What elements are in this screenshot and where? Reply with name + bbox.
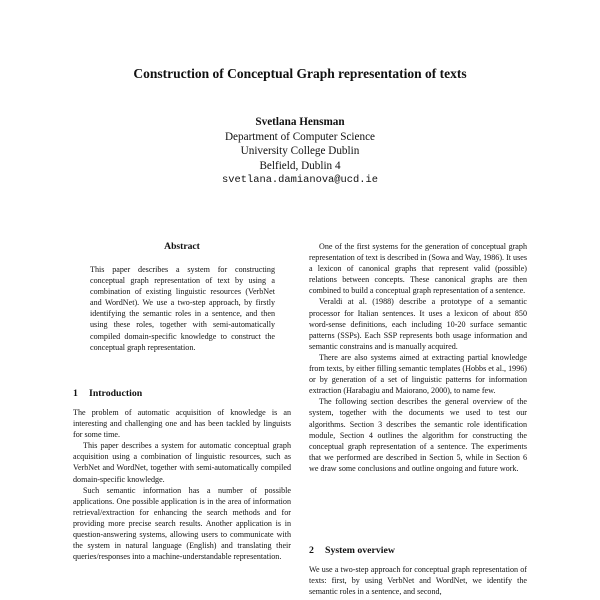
section-1-number: 1 xyxy=(73,388,78,399)
section-1-heading xyxy=(73,388,142,399)
section-2-paragraph: We use a two-step approach for conceptual graph representation of texts: first, by using VerbNet and WordNet, we identify the semantic roles in a sentence, and second, xyxy=(309,565,527,597)
section-2-body xyxy=(309,564,527,597)
paper-title: Construction of Conceptual Graph representation of texts xyxy=(133,66,467,81)
section-1-title: Introduction xyxy=(89,388,143,399)
section-1-body xyxy=(73,407,291,562)
section-2-heading xyxy=(309,545,395,556)
author-institution: University College Dublin xyxy=(240,145,360,158)
author-department: Department of Computer Science xyxy=(224,130,376,143)
right-column-paragraph: The following section describes the general overview of the system, together with the documents we used to test our algorithms. Section 3 describes the semantic role identification module, Section 4 outlines the algorithm for constructing the conceptual graph representation of a sentence. The experiments that we performed are described in Section 5, while in Section 6 we draw some conclusions and outline ongoing and future work. xyxy=(309,397,527,473)
abstract-heading: Abstract xyxy=(164,241,200,252)
author-name: Svetlana Hensman xyxy=(255,116,345,128)
abstract-text: This paper describes a system for constructing conceptual graph representation of text by using a combination of existing linguistic resources (VerbNet and WordNet). We use a two-step approach, by firstly identifying the semantic roles in a sentence, and then using these roles, together with semi-automatically compiled domain-specific knowledge to construct the conceptual graph representation. xyxy=(90,265,275,352)
section-1-paragraph: Such semantic information has a number of possible applications. One possible application is in the area of information retrieval/extraction for enhancing the search methods and for providing more precise search results. Another application is in question-answering systems, allowing users to communicate with the system in natural language (English) and translating their queries/responses into a machine-understandable representation. xyxy=(73,485,291,562)
right-column-paragraph: There are also systems aimed at extracting partial knowledge from texts, by either filling semantic templates (Hobbs et al., 1996) or by generation of a set of linguistic patterns for information extraction (Harabagiu and Maiorano, 2000), to name few. xyxy=(309,352,527,396)
section-2-title: System overview xyxy=(325,545,395,556)
right-column-paragraph: One of the first systems for the generation of conceptual graph representation of text is described in (Sowa and Way, 1986). It uses a lexicon of canonical graphs that represent valid (possible) relations between concepts. These canonical graphs are then combined to build a conceptual graph representation of a sentence. xyxy=(309,242,527,296)
section-1-paragraph: This paper describes a system for automatic conceptual graph acquisition using a combination of linguistic resources, such as VerbNet and WordNet, together with semi-automatically compiled domain-specific knowledge. xyxy=(73,441,291,484)
author-address: Belfield, Dublin 4 xyxy=(259,159,341,172)
author-block xyxy=(0,115,600,188)
right-column-paragraph: Veraldi at al. (1988) describe a prototype of a semantic processor for Italian sentences. It uses a lexicon of about 850 word-sense definitions, each including 10-20 surface semantic patterns (SSPs). Each SSP represents both usage information and semantic constrains and is manually acquired. xyxy=(309,297,527,351)
author-email: svetlana.damianova@ucd.ie xyxy=(222,174,378,187)
right-column-body xyxy=(309,241,527,474)
section-2-number: 2 xyxy=(309,545,314,556)
section-1-paragraph: The problem of automatic acquisition of knowledge is an interesting and challenging one and has been tackled by linguists for some time. xyxy=(73,408,291,440)
